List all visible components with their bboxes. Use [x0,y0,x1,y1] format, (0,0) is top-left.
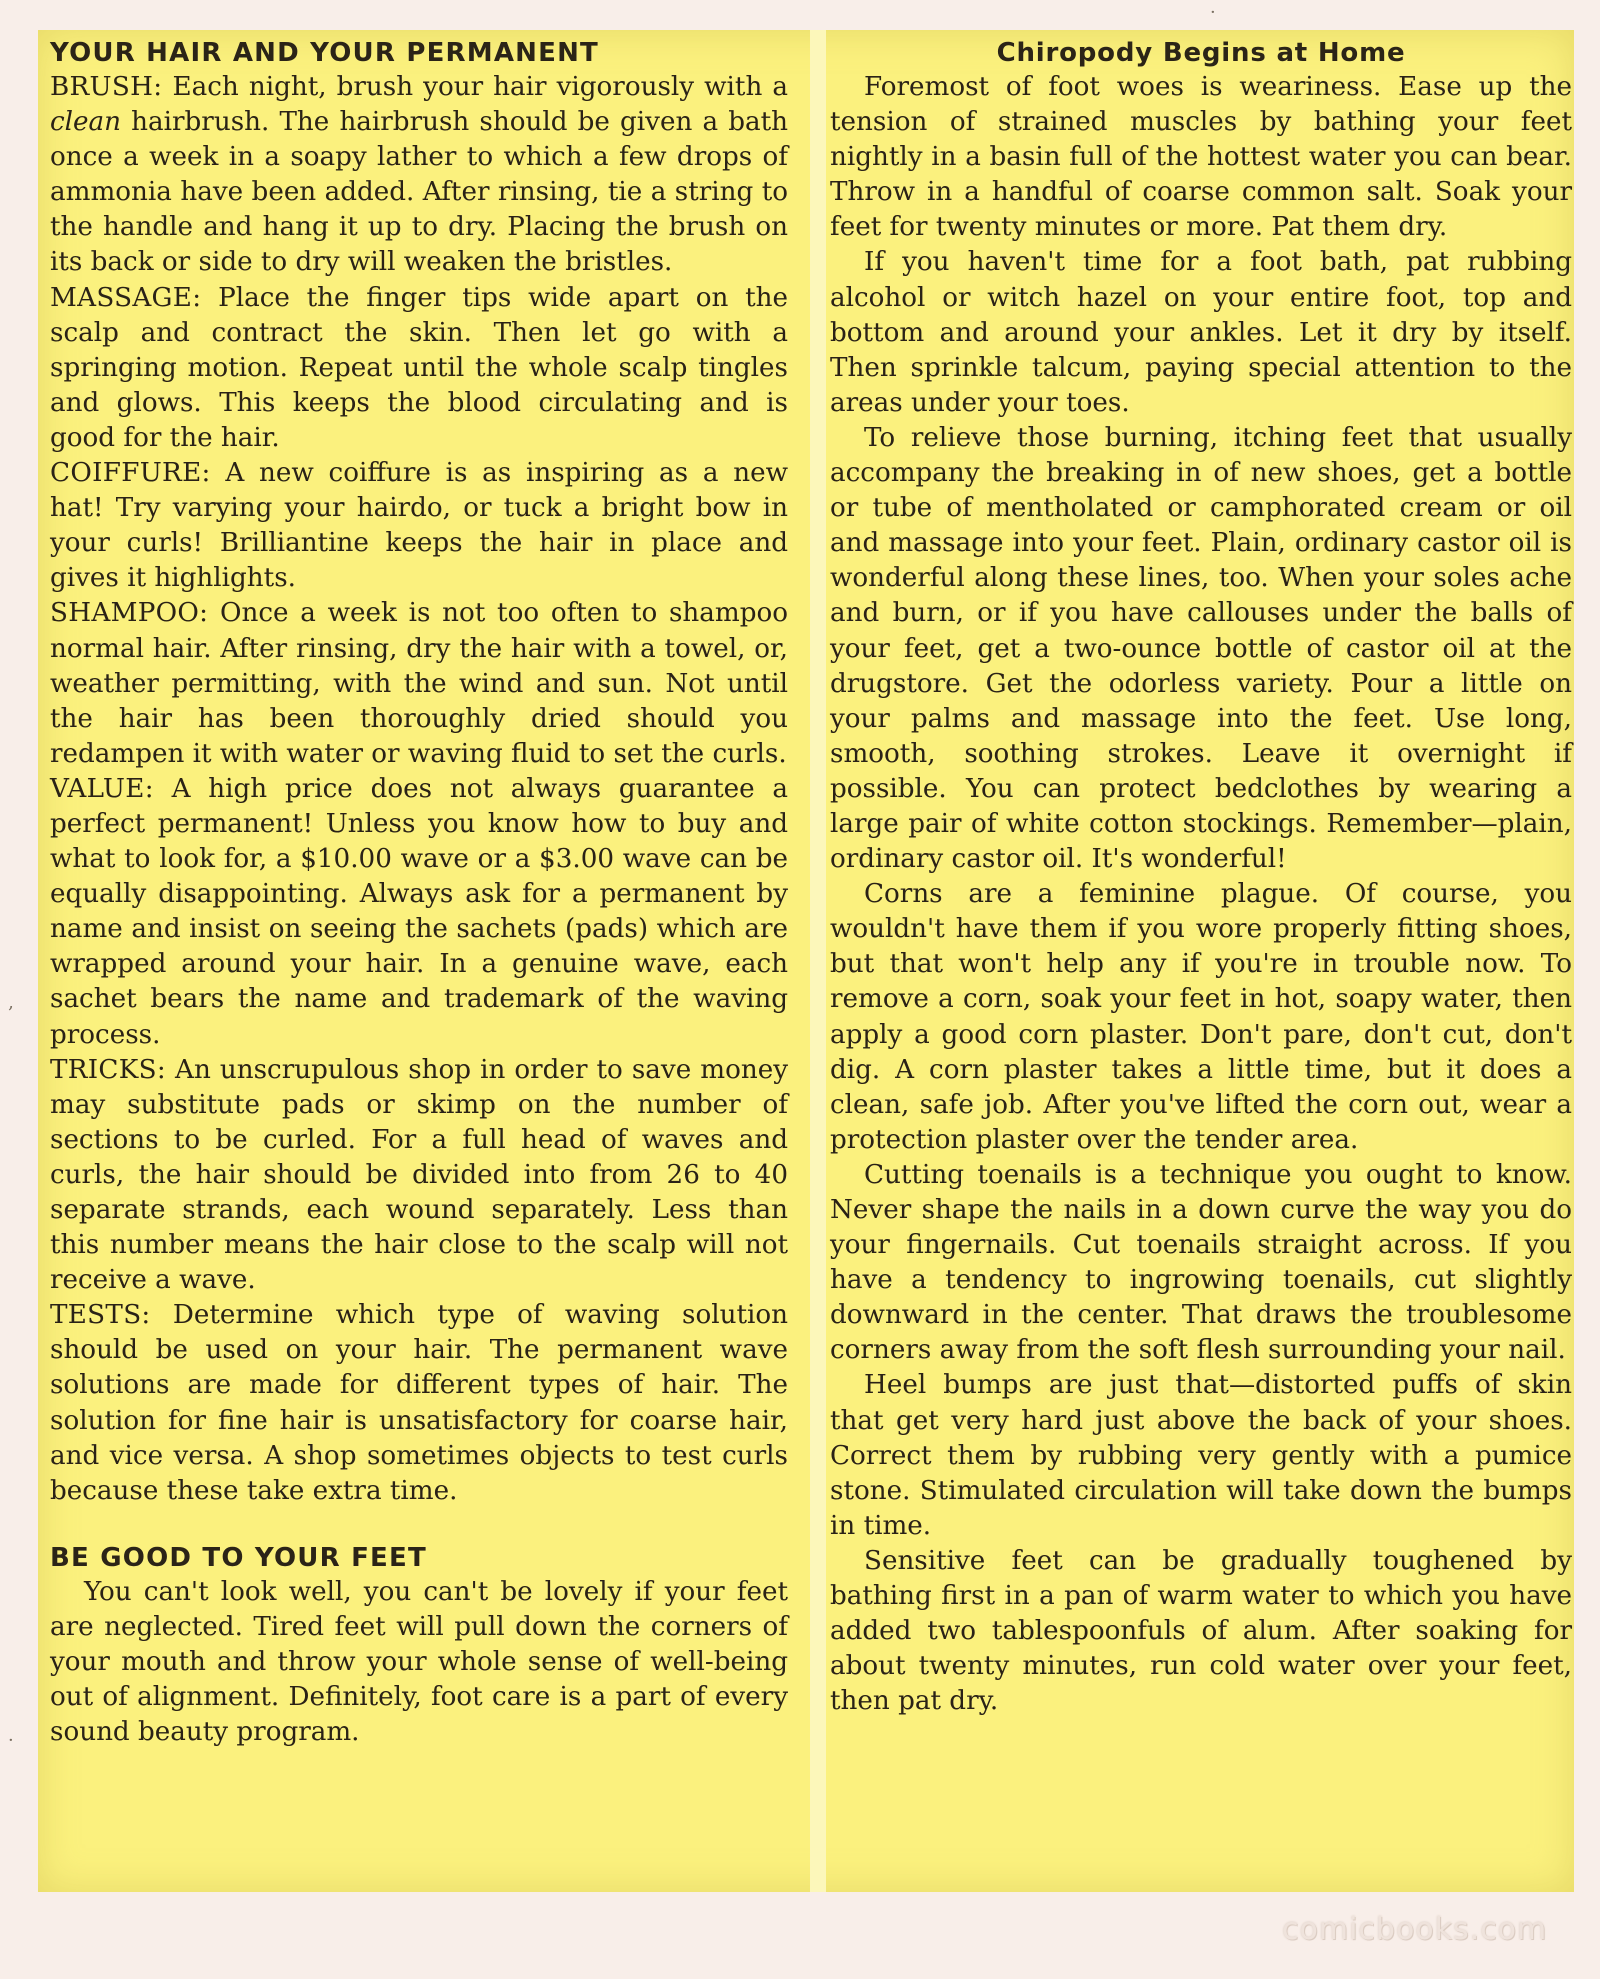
watermark: comicbooks.com [1282,1912,1548,1947]
tests-paragraph [50,1298,788,1509]
feet-paragraph: You can't look well, you can't be lovely if your feet are neglected. Tired feet will pull down the corners of your mouth and throw your whole sense of well-being out of alignment. Definitely, foot care is a part of every sound beauty program. [50,1576,788,1748]
toenails-paragraph: Cutting toenails is a technique you ought to know. Never shape the nails in a down curve the way you do your fingernails. Cut toenails straight across. If you have a tendency to ingrowing toenails, cut slightly downward in the center. That draws the troublesome corners away from the soft flesh surrounding your nail. [830,1159,1572,1366]
sensitive-feet-paragraph: Sensitive feet can be gradually toughened by bathing first in a pan of warm water to which you have added two tablespoonfuls of alum. After soaking for about twenty minutes, run cold water over your feet, then pat dry. [830,1545,1572,1717]
burning-feet-paragraph: To relieve those burning, itching feet that usually accompany the breaking in of new shoes, get a bottle or tube of mentholated or camphorated cream or oil and massage into your feet. Plain, ordinary castor oil is wonderful along these lines, too. When your soles ache and burn, or if you have callouses under the balls of your feet, get a two-ounce bottle of castor oil at the drugstore. Get the odorless variety. Pour a little on your palms and massage into the feet. Use long, smooth, soothing strokes. Leave it overnight if possible. You can protect bedclothes by wearing a large pair of white cotton stockings. Remember—plain, ordinary castor oil. It's wonderful! [830,422,1572,875]
shampoo-lead: SHAMPOO: [50,598,209,629]
tricks-lead: TRICKS: [50,1054,166,1085]
tricks-text: An unscrupulous shop in order to save money may substitute pads or skimp on the number of sections to be curled. For a full head of waves and curls, the hair should be divided into from 26 to 40 separate strands, each wound separately. Less than this number means the hair close to the scalp will not receive a wave. [50,1054,788,1296]
print-speck: ‚ [8,992,14,1013]
print-speck: · [8,1730,14,1751]
chiropody-heading: Chiropody Begins at Home [996,38,1406,68]
shampoo-text: Once a week is not too often to shampoo normal hair. After rinsing, dry the hair with a towel, or, weather permitting, with the wind and sun. Not until the hair has been thoroughly dried should you redampen it with water or waving fluid to set the curls. [50,598,788,769]
massage-text: Place the finger tips wide apart on the scalp and contract the skin. Then let go with a springing motion. Repeat until the whole scalp tingles and glows. This keeps the blood circulating and is good for the hair. [50,282,788,453]
brush-text: Each night, brush your hair vigorously with a [162,72,788,102]
massage-paragraph [50,281,788,456]
corns-paragraph: Corns are a feminine plague. Of course, you wouldn't have them if you wore properly fitting shoes, but that won't help any if you're in trouble now. To remove a corn, soak your feet in hot, soapy water, then apply a good corn plaster. Don't pare, don't cut, don't dig. A corn plaster takes a little time, but it does a clean, safe job. After you've lifted the corn out, wear a protection plaster over the tender area. [830,879,1572,1155]
coiffure-text: A new coiffure is as inspiring as a new hat! Try varying your hairdo, or tuck a bright bow in your curls! Brilliantine keeps the hair in place and gives it highlights. [50,458,788,594]
print-speck: · [1210,2,1216,23]
heel-bumps-paragraph: Heel bumps are just that—distorted puffs of skin that get very hard just above the back of your shoes. Correct them by rubbing very gently with a pumice stone. Stimulated circulation will take down the bumps in time. [830,1370,1572,1541]
hair-heading: YOUR HAIR AND YOUR PERMANENT [50,38,599,68]
left-column [50,38,788,1750]
coiffure-lead: COIFFURE: [50,458,211,489]
feet-heading: BE GOOD TO YOUR FEET [50,1542,427,1573]
weariness-paragraph: Foremost of foot woes is weariness. Ease up the tension of strained muscles by bathing your feet nightly in a basin full of the hottest water you can bear. Throw in a handful of coarse common salt. Soak your feet for twenty minutes or more. Pat them dry. [830,72,1572,243]
shampoo-paragraph [50,596,788,771]
right-column [830,38,1572,1719]
coiffure-paragraph [50,456,788,596]
value-paragraph [50,772,788,1053]
brush-lead: BRUSH: [50,72,163,102]
massage-lead: MASSAGE: [50,282,202,313]
brush-emphasis: clean [50,107,122,138]
tricks-paragraph [50,1053,788,1299]
value-text: A high price does not always guarantee a perfect permanent! Unless you know how to buy and what to look for, a $10.00 wave or a $3.00 wave can be equally disappointing. Always ask for a permanent by name and insist on seeing the sachets (pads) which are wrapped around your hair. In a genuine wave, each sachet bears the name and trademark of the waving process. [50,773,788,1050]
brush-paragraph [50,70,788,281]
brush-text-2: hairbrush. The hairbrush should be given a bath once a week in a soapy lather to which a few drops of ammonia have been added. After rinsing, tie a string to the handle and hang it up to dry. Placing the brush on its back or side to dry will weaken the bristles. [50,107,788,278]
tests-text: Determine which type of waving solution should be used on your hair. The permanent wave solutions are made for different types of hair. The solution for fine hair is unsatisfactory for coarse hair, and vice versa. A shop sometimes objects to test curls because these take extra time. [50,1300,788,1506]
foot-bath-paragraph: If you haven't time for a foot bath, pat rubbing alcohol or witch hazel on your entire foot, top and bottom and around your ankles. Let it dry by itself. Then sprinkle talcum, paying special attention to the areas under your toes. [830,247,1572,418]
column-gutter [810,30,826,1892]
value-lead: VALUE: [50,773,154,804]
tests-lead: TESTS: [50,1300,151,1331]
